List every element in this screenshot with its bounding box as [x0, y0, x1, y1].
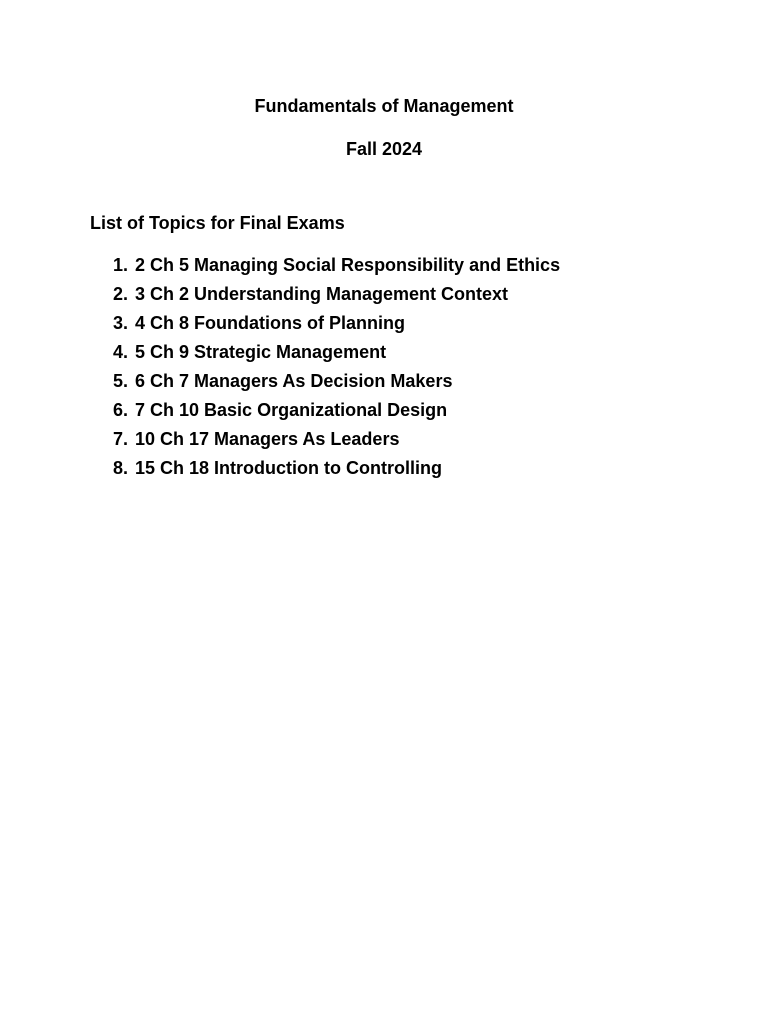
list-item-text: 10 Ch 17 Managers As Leaders [135, 429, 400, 449]
list-item-text: 7 Ch 10 Basic Organizational Design [135, 400, 448, 420]
term-label: Fall 2024 [345, 139, 423, 159]
list-item-number: 4. [112, 342, 128, 362]
list-item-number: 3. [112, 313, 128, 333]
list-item-text: 15 Ch 18 Introduction to Controlling [135, 458, 442, 478]
list-item-text: 3 Ch 2 Understanding Management Context [135, 284, 509, 304]
list-item-text: 6 Ch 7 Managers As Decision Makers [135, 371, 453, 391]
list-item-number: 6. [112, 400, 128, 420]
list-item-text: 5 Ch 9 Strategic Management [135, 342, 387, 362]
list-item-number: 2. [112, 284, 128, 304]
course-title: Fundamentals of Management [254, 96, 514, 116]
list-item-number: 5. [112, 371, 128, 391]
list-item-text: 4 Ch 8 Foundations of Planning [135, 313, 405, 333]
list-item-number: 1. [112, 255, 128, 275]
section-heading: List of Topics for Final Exams [90, 213, 345, 233]
list-item-number: 7. [112, 429, 128, 449]
list-item-number: 8. [112, 458, 128, 478]
list-item-text: 2 Ch 5 Managing Social Responsibility and Ethics [135, 255, 561, 275]
